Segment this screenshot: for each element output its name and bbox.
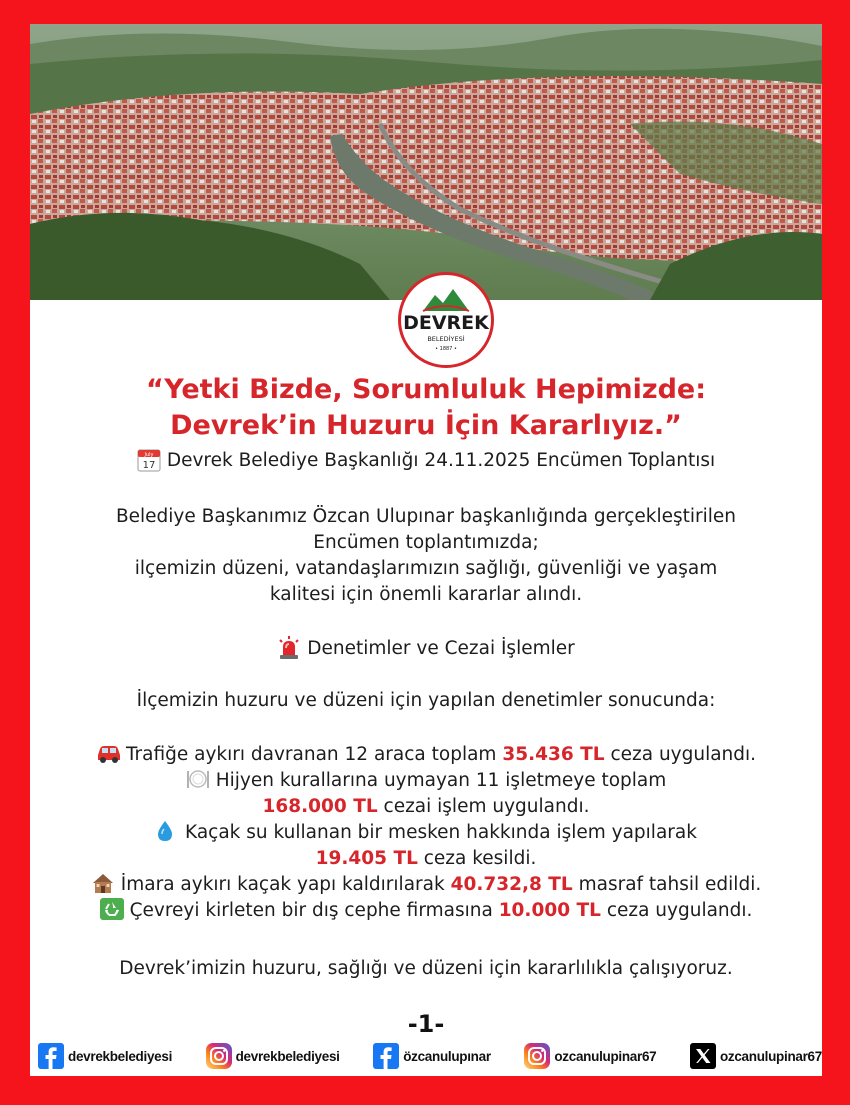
item-2-text: Hijyen kurallarına uymayan 11 işletmeye toplam (215, 770, 667, 791)
instagram-icon (524, 1043, 550, 1069)
logo-subtitle: BELEDİYESİ (427, 335, 465, 343)
penalty-list (30, 742, 822, 924)
list-item (30, 820, 822, 846)
section-title (30, 636, 822, 662)
headline-line-2: Devrek’in Huzuru İçin Kararlıyız.” (170, 410, 682, 441)
plate-cutlery-icon (186, 768, 210, 790)
devrek-belediyesi-logo (398, 272, 494, 368)
item-1-amount: 35.436 TL (502, 744, 605, 765)
social-handle: devrekbelediyesi (235, 1048, 340, 1064)
item-4-text: İmara aykırı kaçak yapı kaldırılarak (120, 874, 451, 895)
car-icon (96, 742, 120, 764)
facebook-icon (373, 1043, 399, 1069)
item-2-amount: 168.000 TL (262, 796, 378, 817)
social-handle: özcanulupınar (403, 1048, 491, 1064)
droplet-icon (155, 820, 179, 842)
logo-year: • 1887 • (435, 346, 457, 352)
social-handle: ozcanulupinar67 (554, 1048, 657, 1064)
social-link-instagram-ozcanulupinar67[interactable] (524, 1043, 656, 1069)
item-3-amount: 19.405 TL (315, 848, 418, 869)
social-link-facebook-devrekbelediyesi[interactable] (38, 1043, 172, 1069)
intro-line-2: Encümen toplantımızda; (313, 532, 539, 553)
aerial-town-photo (30, 24, 822, 300)
social-handle: devrekbelediyesi (68, 1048, 173, 1064)
social-link-instagram-devrekbelediyesi[interactable] (206, 1043, 340, 1069)
list-item (30, 768, 822, 794)
calendar-icon (137, 448, 161, 470)
item-1-text: Trafiğe aykırı davranan 12 araca toplam (125, 744, 503, 765)
item-3-text: Kaçak su kullanan bir mesken hakkında işlem yapılarak (185, 822, 697, 843)
flyer-card (30, 24, 822, 1076)
meeting-text: Devrek Belediye Başkanlığı 24.11.2025 Encümen Toplantısı (166, 450, 716, 471)
siren-icon (277, 636, 301, 658)
item-5-text: Çevreyi kirleten bir dış cephe firmasına (129, 900, 499, 921)
section-title-text: Denetimler ve Cezai İşlemler (307, 638, 575, 659)
list-item-continuation (30, 794, 822, 820)
calendar-month: July (144, 452, 154, 458)
lead-sentence: İlçemizin huzuru ve düzeni için yapılan denetimler sonucunda: (136, 690, 716, 711)
calendar-day: 17 (142, 460, 156, 471)
page-number: -1- (407, 1010, 445, 1038)
list-item (30, 742, 822, 768)
intro-line-1: Belediye Başkanımız Özcan Ulupınar başkanlığında gerçekleştirilen (115, 506, 737, 527)
house-icon (91, 872, 115, 894)
social-link-facebook-ozcanulupinar[interactable] (373, 1043, 491, 1069)
item-4-suffix: masraf tahsil edildi. (572, 874, 762, 895)
item-4-amount: 40.732,8 TL (450, 874, 573, 895)
item-5-amount: 10.000 TL (498, 900, 601, 921)
intro-line-4: kalitesi için önemli kararlar alındı. (269, 584, 583, 605)
intro-paragraph (30, 504, 822, 608)
facebook-icon (38, 1043, 64, 1069)
social-bar (38, 1040, 822, 1072)
list-item (30, 872, 822, 898)
closing-sentence: Devrek’imizin huzuru, sağlığı ve düzeni için kararlılıkla çalışıyoruz. (119, 958, 733, 979)
recycle-icon (100, 898, 124, 920)
headline (30, 372, 822, 444)
item-3-suffix: ceza kesildi. (417, 848, 537, 869)
meeting-line (30, 448, 822, 474)
headline-line-1: “Yetki Bizde, Sorumluluk Hepimizde: (146, 374, 706, 405)
logo-name: DEVREK (403, 312, 489, 334)
instagram-icon (206, 1043, 232, 1069)
item-1-suffix: ceza uygulandı. (604, 744, 757, 765)
item-2-suffix: cezai işlem uygulandı. (377, 796, 590, 817)
x-icon (690, 1043, 716, 1069)
item-5-suffix: ceza uygulandı. (600, 900, 753, 921)
list-item-continuation (30, 846, 822, 872)
social-handle: ozcanulupinar67 (719, 1048, 822, 1064)
social-link-x-ozcanulupinar67[interactable] (690, 1043, 822, 1069)
intro-line-3: ilçemizin düzeni, vatandaşlarımızın sağlığı, güvenliği ve yaşam (134, 558, 718, 579)
list-item (30, 898, 822, 924)
